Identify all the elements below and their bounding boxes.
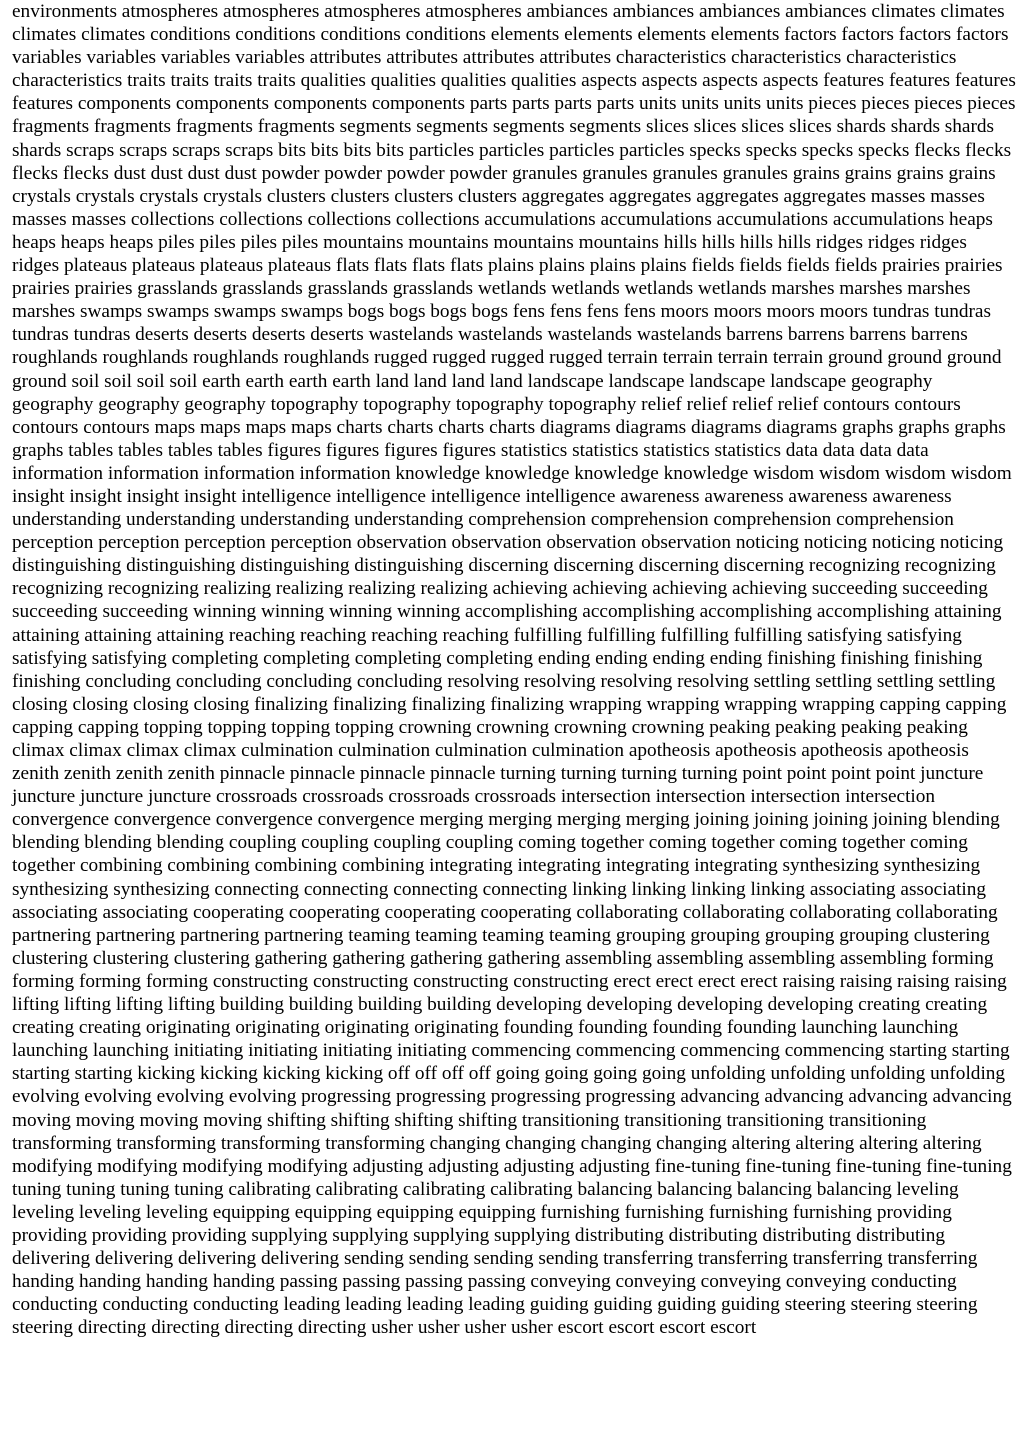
document-body-text: environments atmospheres atmospheres atmospheres atmospheres ambiances ambiances ambiances ambiances climates climates climates climates conditions conditions conditions conditions elements elements elements elements factors factors factors factors variables variables variables variables attributes attributes attributes attributes characteristics characteristics characteristics characteristics traits traits traits traits qualities qualities qualities qualities aspects aspects aspects aspects features features features features components components components components parts parts parts parts units units units units pieces pieces pieces pieces fragments fragments fragments fragments segments segments segments segments slices slices slices slices shards shards shards shards scraps scraps scraps scraps bits bits bits bits particles particles particles particles specks specks specks specks flecks flecks flecks flecks dust dust dust dust powder powder powder powder granules granules granules granules grains grains grains grains crystals crystals crystals crystals clusters clusters clusters clusters aggregates aggregates aggregates aggregates masses masses masses masses collections collections collections collections accumulations accumulations accumulations accumulations heaps heaps heaps heaps piles piles piles piles mountains mountains mountains mountains hills hills hills hills ridges ridges ridges ridges plateaus plateaus plateaus plateaus flats flats flats flats plains plains plains plains fields fields fields fields prairies prairies prairies prairies grasslands grasslands grasslands grasslands wetlands wetlands wetlands wetlands marshes marshes marshes marshes swamps swamps swamps swamps bogs bogs bogs bogs fens fens fens fens moors moors moors moors tundras tundras tundras tundras deserts deserts deserts deserts wastelands wastelands wastelands wastelands barrens barrens barrens barrens roughlands roughlands roughlands roughlands rugged rugged rugged rugged terrain terrain terrain terrain ground ground ground ground soil soil soil soil earth earth earth earth land land land land landscape landscape landscape landscape geography geography geography geography topography topography topography topography relief relief relief relief contours contours contours contours maps maps maps maps charts charts charts charts diagrams diagrams diagrams diagrams graphs graphs graphs graphs tables tables tables tables figures figures figures figures statistics statistics statistics statistics data data data data information information information information knowledge knowledge knowledge knowledge wisdom wisdom wisdom wisdom insight insight insight insight intelligence intelligence intelligence intelligence awareness awareness awareness awareness understanding understanding understanding understanding comprehension comprehension comprehension comprehension perception perception perception perception observation observation observation observation noticing noticing noticing noticing distinguishing distinguishing distinguishing distinguishing discerning discerning discerning discerning recognizing recognizing recognizing recognizing realizing realizing realizing realizing achieving achieving achieving achieving succeeding succeeding succeeding succeeding winning winning winning winning accomplishing accomplishing accomplishing accomplishing attaining attaining attaining attaining reaching reaching reaching reaching fulfilling fulfilling fulfilling fulfilling satisfying satisfying satisfying satisfying completing completing completing completing ending ending ending ending finishing finishing finishing finishing concluding concluding concluding concluding resolving resolving resolving resolving settling settling settling settling closing closing closing closing finalizing finalizing finalizing finalizing wrapping wrapping wrapping wrapping capping capping capping capping topping topping topping topping crowning crowning crowning crowning peaking peaking peaking peaking climax climax climax climax culmination culmination culmination culmination apotheosis apotheosis apotheosis apotheosis zenith zenith zenith zenith pinnacle pinnacle pinnacle pinnacle turning turning turning turning point point point point juncture juncture juncture juncture crossroads crossroads crossroads crossroads intersection intersection intersection intersection convergence convergence convergence convergence merging merging merging merging joining joining joining joining blending blending blending blending coupling coupling coupling coupling coming together coming together coming together coming together combining combining combining combining integrating integrating integrating integrating synthesizing synthesizing synthesizing synthesizing connecting connecting connecting connecting linking linking linking linking associating associating associating associating cooperating cooperating cooperating cooperating collaborating collaborating collaborating collaborating partnering partnering partnering partnering teaming teaming teaming teaming grouping grouping grouping grouping clustering clustering clustering clustering gathering gathering gathering gathering assembling assembling assembling assembling forming forming forming forming constructing constructing constructing constructing erect erect erect erect raising raising raising raising lifting lifting lifting lifting building building building building developing developing developing developing creating creating creating creating originating originating originating originating founding founding founding founding launching launching launching launching initiating initiating initiating initiating commencing commencing commencing commencing starting starting starting starting kicking kicking kicking kicking off off off off going going going going unfolding unfolding unfolding unfolding evolving evolving evolving evolving progressing progressing progressing progressing advancing advancing advancing advancing moving moving moving moving shifting shifting shifting shifting transitioning transitioning transitioning transitioning transforming transforming transforming transforming changing changing changing changing altering altering altering altering modifying modifying modifying modifying adjusting adjusting adjusting adjusting fine-tuning fine-tuning fine-tuning fine-tuning tuning tuning tuning tuning calibrating calibrating calibrating calibrating balancing balancing balancing balancing leveling leveling leveling leveling equipping equipping equipping equipping furnishing furnishing furnishing furnishing providing providing providing providing supplying supplying supplying supplying distributing distributing distributing distributing delivering delivering delivering delivering sending sending sending sending transferring transferring transferring transferring handing handing handing handing passing passing passing passing conveying conveying conveying conveying conducting conducting conducting conducting leading leading leading leading guiding guiding guiding guiding steering steering steering steering directing directing directing directing usher usher usher usher escort escort escort escort — [12, 1, 1016, 1339]
